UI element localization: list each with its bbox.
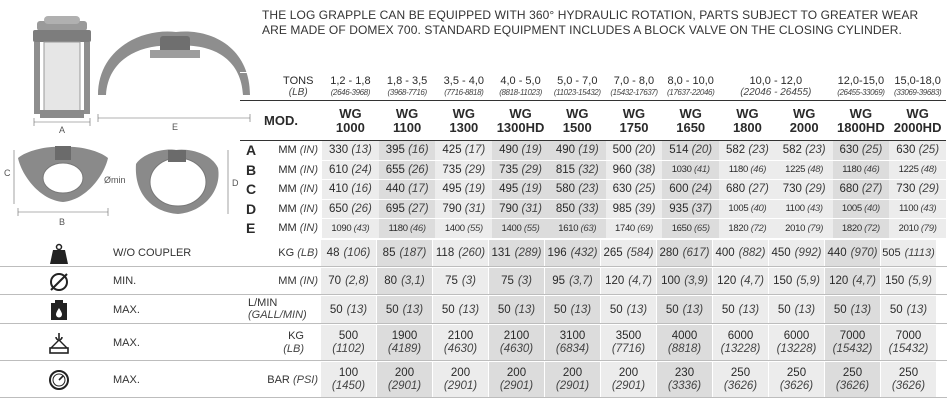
flow-value: 50 (13) — [601, 296, 657, 324]
dim-label-b: B — [59, 217, 66, 227]
pressure-unit: BAR (PSI) — [267, 373, 318, 386]
grapple-open-view — [98, 32, 250, 95]
weight-value: 118 (260) — [433, 240, 489, 267]
pressure-label: MAX. — [113, 373, 140, 386]
dimension-value: 580 (23) — [549, 180, 606, 200]
dimension-value: 500 (20) — [606, 141, 663, 161]
weight-value: 450 (992) — [769, 240, 825, 267]
min-value: 100 (3,9) — [657, 268, 713, 295]
dimension-letter: D — [240, 199, 274, 219]
model-cell: WG 1000 — [322, 101, 379, 141]
dimension-value: 1180 (46) — [719, 160, 776, 180]
dimension-value: 630 (25) — [833, 141, 890, 161]
dimension-value: 490 (19) — [492, 141, 549, 161]
tons-cell: 12,0-15,0 (26455-33069) — [833, 73, 890, 101]
dimension-value: 1820 (72) — [719, 219, 776, 239]
pressure-value: 230 (3336) — [657, 362, 713, 398]
pressure-value: 250 (3626) — [769, 362, 825, 398]
pressure-value: 200 (2901) — [601, 362, 657, 398]
dimension-value: 695 (27) — [379, 199, 436, 219]
load-value: 6000 (13228) — [713, 325, 769, 361]
load-unit: KG (LB) — [283, 330, 304, 355]
dimension-value: 1090 (43) — [322, 219, 379, 239]
flow-value: 50 (13) — [713, 296, 769, 324]
dimension-value: 680 (27) — [719, 180, 776, 200]
spec-table — [240, 72, 946, 239]
dimension-row-c — [240, 180, 946, 200]
min-row — [0, 268, 947, 295]
model-cell: WG 1300 — [435, 101, 492, 141]
flow-value: 50 (13) — [377, 296, 433, 324]
min-value: 150 (5,9) — [769, 268, 825, 295]
dimension-value: 650 (26) — [322, 199, 379, 219]
dimension-value: 490 (19) — [549, 141, 606, 161]
load-value: 4000 (8818) — [657, 325, 713, 361]
dimension-value: 582 (23) — [776, 141, 833, 161]
model-cell: WG 1300HD — [492, 101, 549, 141]
dimension-value: 730 (29) — [776, 180, 833, 200]
model-cell: WG 2000 — [776, 101, 833, 141]
weight-unit: KG (LB) — [278, 247, 318, 259]
models-row — [240, 101, 946, 141]
dimension-value: 790 (31) — [435, 199, 492, 219]
pressure-values — [321, 362, 937, 398]
pressure-value: 100 (1450) — [321, 362, 377, 398]
pressure-value: 250 (3626) — [881, 362, 937, 398]
dimension-unit: MM (IN) — [274, 141, 322, 161]
dimension-value: 935 (37) — [662, 199, 719, 219]
dimension-value: 790 (31) — [492, 199, 549, 219]
dimension-value: 960 (38) — [606, 160, 663, 180]
min-value: 120 (4,7) — [825, 268, 881, 295]
pressure-value: 200 (2901) — [545, 362, 601, 398]
tons-cell: 15,0-18,0 (33069-39683) — [889, 73, 946, 101]
grapple-closed-view — [18, 146, 108, 202]
pressure-value: 250 (3626) — [825, 362, 881, 398]
dimension-value: 730 (29) — [889, 180, 946, 200]
min-values — [321, 268, 937, 295]
min-label: MIN. — [113, 275, 137, 287]
dimension-value: 630 (25) — [606, 180, 663, 200]
pressure-row — [0, 362, 947, 398]
load-value: 6000 (13228) — [769, 325, 825, 361]
dimension-value: 1180 (46) — [833, 160, 890, 180]
flow-value: 50 (13) — [545, 296, 601, 324]
min-value: 70 (2,8) — [321, 268, 377, 295]
flow-row — [0, 296, 947, 324]
row-divider — [0, 323, 947, 324]
dimension-value: 1650 (65) — [662, 219, 719, 239]
min-value: 120 (4,7) — [601, 268, 657, 295]
dimension-unit: MM (IN) — [274, 199, 322, 219]
row-divider — [0, 360, 947, 361]
grapple-drawings — [0, 0, 262, 240]
model-cell: WG 1100 — [379, 101, 436, 141]
tons-cell: 5,0 - 7,0 (11023-15432) — [549, 73, 606, 101]
tons-cell: 7,0 - 8,0 (15432-17637) — [606, 73, 663, 101]
load-value: 7000 (15432) — [881, 325, 937, 361]
dimension-value: 514 (20) — [662, 141, 719, 161]
dimension-value: 1400 (55) — [435, 219, 492, 239]
dimension-value: 1740 (69) — [606, 219, 663, 239]
dimension-value: 495 (19) — [435, 180, 492, 200]
flow-value: 50 (13) — [489, 296, 545, 324]
dim-label-d: D — [232, 178, 239, 188]
weight-value: 196 (432) — [545, 240, 601, 267]
dimension-value: 680 (27) — [833, 180, 890, 200]
tons-cell: 3,5 - 4,0 (7716-8818) — [435, 73, 492, 101]
pressure-value: 200 (2901) — [489, 362, 545, 398]
flow-label: MAX. — [113, 303, 140, 316]
dimension-letter: A — [240, 141, 274, 161]
omin-label: Ømin — [104, 175, 126, 185]
grapple-front-view — [33, 16, 91, 118]
flow-value: 50 (13) — [769, 296, 825, 324]
load-value: 3100 (6834) — [545, 325, 601, 361]
model-cell: WG 1800 — [719, 101, 776, 141]
weight-label: W/O COUPLER — [113, 247, 192, 259]
dim-label-e: E — [172, 122, 179, 132]
load-value: 2100 (4630) — [489, 325, 545, 361]
tons-cell: 1,8 - 3,5 (3968-7716) — [379, 73, 436, 101]
dimension-value: 440 (17) — [379, 180, 436, 200]
dimension-letter: C — [240, 180, 274, 200]
load-value: 2100 (4630) — [433, 325, 489, 361]
dimension-value: 735 (29) — [492, 160, 549, 180]
min-value: 150 (5,9) — [881, 268, 937, 295]
tons-header: TONS (LB) — [274, 73, 322, 101]
load-values — [321, 325, 937, 361]
weight-icon — [48, 243, 70, 265]
dimension-value: 1400 (55) — [492, 219, 549, 239]
tons-cell: 1,2 - 1,8 (2646-3968) — [322, 73, 379, 101]
dimension-letter: B — [240, 160, 274, 180]
mod-label: MOD. — [240, 101, 322, 141]
dim-label-c: C — [4, 168, 11, 178]
load-label: MAX. — [113, 336, 140, 349]
model-cell: WG 1500 — [549, 101, 606, 141]
row-divider — [0, 294, 947, 295]
dimension-value: 850 (33) — [549, 199, 606, 219]
dimension-letter: E — [240, 219, 274, 239]
tons-cell: 4,0 - 5,0 (8818-11023) — [492, 73, 549, 101]
dimension-value: 1225 (48) — [776, 160, 833, 180]
model-cell: WG 1650 — [662, 101, 719, 141]
dimension-row-b — [240, 160, 946, 180]
pressure-gauge-icon — [48, 369, 70, 391]
weight-value: 131 (289) — [489, 240, 545, 267]
model-cell: WG 1750 — [606, 101, 663, 141]
dimension-value: 330 (13) — [322, 141, 379, 161]
oil-flow-icon — [48, 299, 70, 321]
tons-cell: 10,0 - 12,0 (22046 - 26455) — [719, 73, 832, 101]
min-value: 120 (4,7) — [713, 268, 769, 295]
dimension-value: 395 (16) — [379, 141, 436, 161]
dimension-value: 1610 (63) — [549, 219, 606, 239]
grapple-ring-view — [136, 150, 219, 214]
load-value: 7000 (15432) — [825, 325, 881, 361]
dimension-value: 815 (32) — [549, 160, 606, 180]
dimension-value: 1100 (43) — [889, 199, 946, 219]
weight-values — [321, 240, 937, 267]
model-cell: WG 2000HD — [889, 101, 946, 141]
dimension-value: 2010 (79) — [889, 219, 946, 239]
dimension-value: 495 (19) — [492, 180, 549, 200]
dim-label-a: A — [59, 125, 66, 135]
dimension-value: 425 (17) — [435, 141, 492, 161]
dimension-unit: MM (IN) — [274, 180, 322, 200]
load-value: 500 (1102) — [321, 325, 377, 361]
weight-value: 280 (617) — [657, 240, 713, 267]
dimension-value: 582 (23) — [719, 141, 776, 161]
weight-value: 440 (970) — [825, 240, 881, 267]
min-value: 75 (3) — [489, 268, 545, 295]
tons-row — [240, 73, 946, 101]
weight-value: 505 (1113) — [881, 240, 937, 267]
min-value: 95 (3,7) — [545, 268, 601, 295]
row-divider — [0, 397, 947, 398]
dimension-value: 655 (26) — [379, 160, 436, 180]
dimension-value: 1180 (46) — [379, 219, 436, 239]
min-value: 80 (3,1) — [377, 268, 433, 295]
tons-cell: 8,0 - 10,0 (17637-22046) — [662, 73, 719, 101]
load-value: 1900 (4189) — [377, 325, 433, 361]
dimension-value: 1820 (72) — [833, 219, 890, 239]
flow-value: 50 (13) — [657, 296, 713, 324]
pressure-value: 250 (3626) — [713, 362, 769, 398]
diameter-icon — [48, 271, 70, 293]
weight-row — [0, 240, 947, 267]
dimension-row-d — [240, 199, 946, 219]
load-row — [0, 325, 947, 361]
dimension-unit: MM (IN) — [274, 160, 322, 180]
dimension-row-e — [240, 219, 946, 239]
weight-value: 265 (584) — [601, 240, 657, 267]
pressure-value: 200 (2901) — [377, 362, 433, 398]
dimension-value: 1005 (40) — [833, 199, 890, 219]
flow-value: 50 (13) — [321, 296, 377, 324]
flow-value: 50 (13) — [825, 296, 881, 324]
flow-values — [321, 296, 937, 324]
dimension-row-a — [240, 141, 946, 161]
dimension-value: 1030 (41) — [662, 160, 719, 180]
weight-value: 400 (882) — [713, 240, 769, 267]
dimension-value: 630 (25) — [889, 141, 946, 161]
weight-value: 48 (106) — [321, 240, 377, 267]
weight-value: 85 (187) — [377, 240, 433, 267]
row-divider — [0, 266, 947, 267]
dimension-value: 1225 (48) — [889, 160, 946, 180]
intro-text: THE LOG GRAPPLE CAN BE EQUIPPED WITH 360° HYDRAULIC ROTATION, PARTS SUBJECT TO GREATER WEAR ARE MADE OF DOMEX 700. STANDARD EQUIPMENT INCLUDES A BLOCK VALVE ON THE CLOSING CYLINDER. — [262, 8, 919, 37]
load-value: 3500 (7716) — [601, 325, 657, 361]
dimension-value: 1005 (40) — [719, 199, 776, 219]
flow-value: 50 (13) — [881, 296, 937, 324]
min-value: 75 (3) — [433, 268, 489, 295]
pressure-value: 200 (2901) — [433, 362, 489, 398]
dimension-value: 985 (39) — [606, 199, 663, 219]
dimension-unit: MM (IN) — [274, 219, 322, 239]
lifting-load-icon — [48, 332, 70, 354]
model-cell: WG 1800HD — [833, 101, 890, 141]
flow-unit: L/MIN (GALL/MIN) — [248, 297, 307, 321]
dimension-value: 735 (29) — [435, 160, 492, 180]
dimension-value: 410 (16) — [322, 180, 379, 200]
dimension-value: 610 (24) — [322, 160, 379, 180]
dimension-value: 600 (24) — [662, 180, 719, 200]
dimension-value: 1100 (43) — [776, 199, 833, 219]
dimension-value: 2010 (79) — [776, 219, 833, 239]
min-unit: MM (IN) — [278, 275, 318, 287]
flow-value: 50 (13) — [433, 296, 489, 324]
